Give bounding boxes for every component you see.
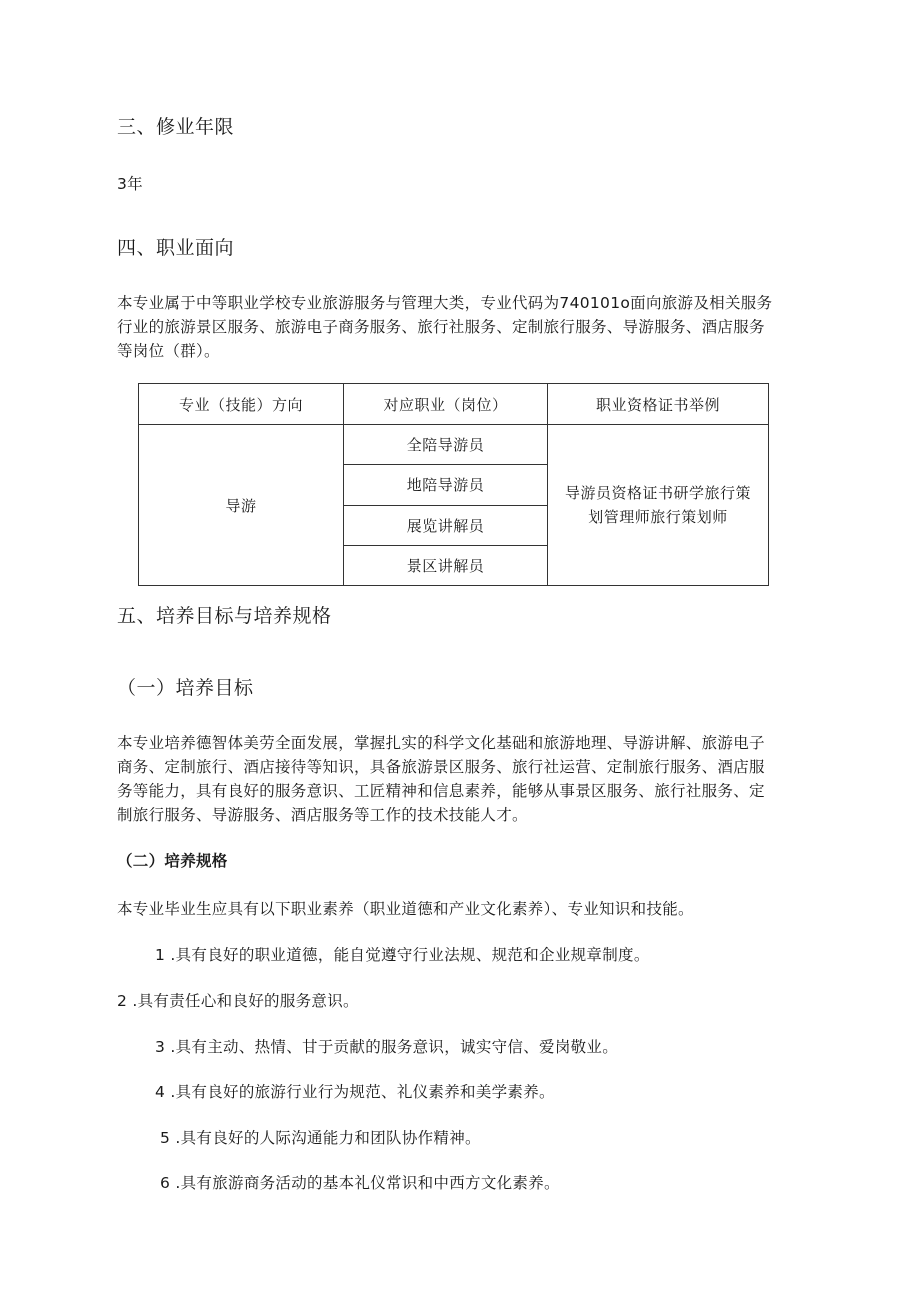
- table-cell-certificates: 导游员资格证书研学旅行策划管理师旅行策划师: [548, 425, 769, 586]
- list-item: 2 .具有责任心和良好的服务意识。: [117, 992, 359, 1010]
- table-cell-job: 景区讲解员: [344, 545, 548, 585]
- list-item: 4 .具有良好的旅游行业行为规范、礼仪素养和美学素养。: [155, 1083, 555, 1101]
- duration-value: 3年: [117, 175, 143, 193]
- list-item: 5 .具有良好的人际沟通能力和团队协作精神。: [160, 1129, 481, 1147]
- list-item: 3 .具有主动、热情、甘于贡献的服务意识，诚实守信、爱岗敬业。: [155, 1038, 619, 1056]
- table-cell-job: 地陪导游员: [344, 465, 548, 505]
- table-cell-direction: 导游: [139, 425, 344, 586]
- spec-intro: 本专业毕业生应具有以下职业素养（职业道德和产业文化素养）、专业知识和技能。: [117, 900, 694, 918]
- subheading-goal: （一）培养目标: [117, 677, 254, 699]
- table-cell-job: 全陪导游员: [344, 425, 548, 465]
- list-item: 1 .具有良好的职业道德，能自觉遵守行业法规、规范和企业规章制度。: [155, 946, 650, 964]
- career-paragraph: 本专业属于中等职业学校专业旅游服务与管理大类，专业代码为740101o面向旅游及相关服务行业的旅游景区服务、旅游电子商务服务、旅行社服务、定制旅行服务、导游服务、酒店服务等岗位（群）。: [117, 294, 773, 360]
- table-header-direction: 专业（技能）方向: [139, 384, 344, 425]
- table-row: [139, 425, 769, 465]
- subheading-spec: （二）培养规格: [117, 852, 228, 870]
- section-heading-training: 五、培养目标与培养规格: [117, 605, 332, 627]
- table-header-job: 对应职业（岗位）: [344, 384, 548, 425]
- section-heading-career: 四、职业面向: [117, 237, 235, 259]
- list-item: 6 .具有旅游商务活动的基本礼仪常识和中西方文化素养。: [160, 1174, 560, 1192]
- goal-paragraph: 本专业培养德智体美劳全面发展，掌握扎实的科学文化基础和旅游地理、导游讲解、旅游电子商务、定制旅行、酒店接待等知识，具备旅游景区服务、旅行社运营、定制旅行服务、酒店服务等能力，具有良好的服务意识、工匠精神和信息素养，能够从事景区服务、旅行社服务、定制旅行服务、导游服务、酒店服务等工作的技术技能人才。: [117, 734, 765, 824]
- table-header-certificate: 职业资格证书举例: [548, 384, 769, 425]
- section-heading-duration: 三、修业年限: [117, 116, 235, 138]
- table-header-row: [139, 384, 769, 425]
- career-table: [138, 383, 769, 586]
- table-cell-job: 展览讲解员: [344, 505, 548, 545]
